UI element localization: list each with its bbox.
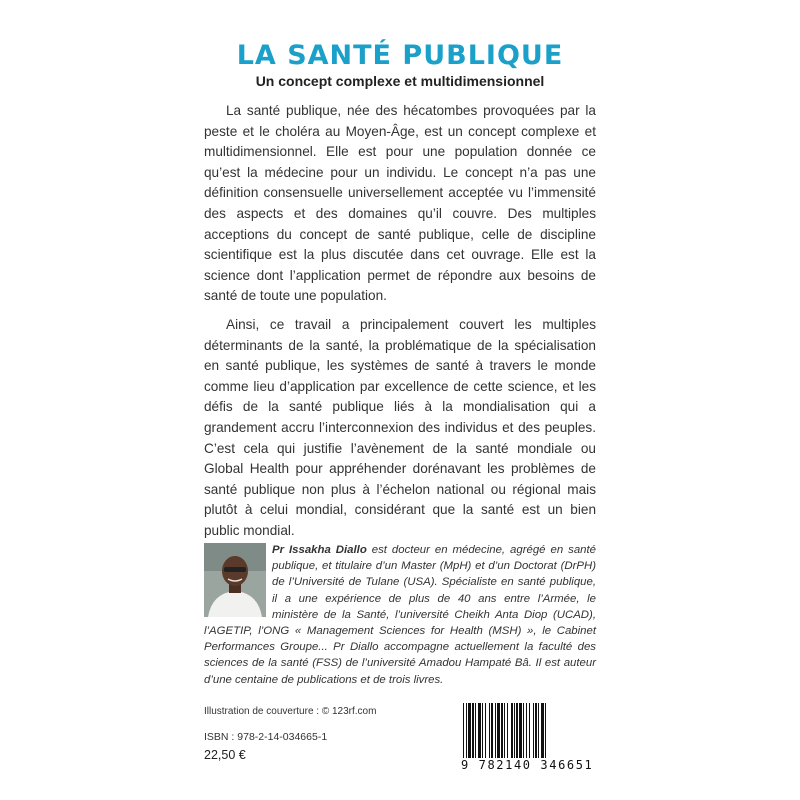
summary-paragraph-1: La santé publique, née des hécatombes provoquées par la peste et le choléra au Moyen-Âge, est un concept complexe et multidimensionnel. Elle est pour une population donnée ce qu’est la médecine pour un individu. Le concept n’a pas une définition consensuelle universellement acceptée vu l’immensité des aspects et des domaines qu’il couvre. Des multiples acceptions du concept de santé publique, celle de discipline scientifique est la plus discutée dans cet ouvrage. Elle est la science dont l’application permet de répondre aux besoins de santé de toute une population.	[204, 103, 596, 304]
author-bio-text: est docteur en médecine, agrégé en santé publique, et titulaire d’un Master (MpH) et d’un Doctorat (DrPH) de l’Université de Tulane (USA). Spécialiste en santé publique, il a une expérience de plus de 40 ans entre l’Armée, le ministère de la Santé, l’université Cheikh Anta Diop (UCAD), l’AGETIP, l’ONG « Management Sciences for Health (MSH) », le Cabinet Performances Groupe... Pr Diallo accompagne actuellement la faculté des sciences de la santé (FSS) de l’université Amadou Hampaté Bâ. Il est auteur d’une centaine de publications et de trois livres.	[204, 544, 596, 686]
book-title: LA SANTÉ PUBLIQUE	[236, 40, 564, 71]
price: 22,50 €	[204, 748, 246, 762]
book-subtitle: Un concept complexe et multidimensionnel	[255, 73, 545, 89]
author-bio	[204, 542, 596, 688]
cover-credit: Illustration de couverture : © 123rf.com	[204, 706, 377, 717]
isbn: ISBN : 978-2-14-034665-1	[204, 731, 328, 743]
summary-paragraph-2: Ainsi, ce travail a principalement couvert les multiples déterminants de la santé, la problématique de la spécialisation en santé publique, les systèmes de santé à travers le monde comme lieu d’application par excellence de cette science, et les défis de la santé publique liés à la mondialisation qui a grandement accru l’interconnexion des individus et des peuples. C’est cela qui justifie l’avènement de la santé mondiale ou Global Health pour appréhender dorénavant les problèmes de santé publique non plus à l’échelon national ou régional mais plutôt à celui mondial, considérant que la santé est un bien public mondial.	[204, 317, 596, 538]
barcode-icon	[459, 703, 597, 759]
barcode-digits: 9 782140 346651	[459, 758, 599, 772]
author-name: Pr Issakha Diallo	[272, 544, 367, 556]
